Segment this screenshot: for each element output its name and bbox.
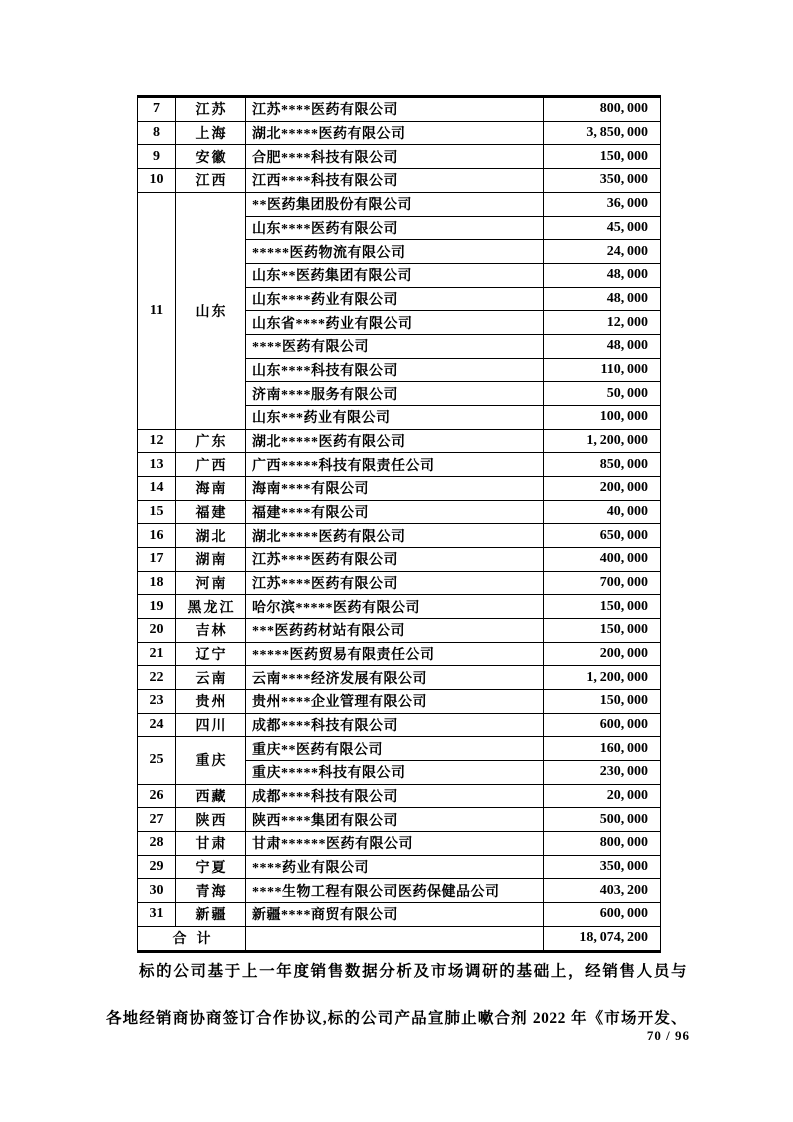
company-cell: 新疆****商贸有限公司 bbox=[246, 902, 544, 926]
amount-cell: 200, 000 bbox=[544, 642, 661, 666]
table-row bbox=[138, 808, 661, 832]
row-number-cell: 11 bbox=[138, 192, 176, 429]
page-number: 70 / 96 bbox=[646, 1028, 690, 1043]
amount-cell: 48, 000 bbox=[544, 263, 661, 287]
amount-cell: 350, 000 bbox=[544, 855, 661, 879]
company-cell: 山东****药业有限公司 bbox=[246, 287, 544, 311]
amount-cell: 48, 000 bbox=[544, 287, 661, 311]
company-cell: 湖北*****医药有限公司 bbox=[246, 429, 544, 453]
row-number-cell: 14 bbox=[138, 476, 176, 500]
table-row bbox=[138, 453, 661, 477]
table-row bbox=[138, 192, 661, 216]
province-cell: 广西 bbox=[176, 453, 246, 477]
total-amount-cell: 18, 074, 200 bbox=[544, 926, 661, 951]
province-cell: 青海 bbox=[176, 879, 246, 903]
amount-cell: 150, 000 bbox=[544, 618, 661, 642]
amount-cell: 12, 000 bbox=[544, 311, 661, 335]
company-cell: 江西****科技有限公司 bbox=[246, 169, 544, 193]
amount-cell: 48, 000 bbox=[544, 334, 661, 358]
row-number-cell: 23 bbox=[138, 689, 176, 713]
province-cell: 福建 bbox=[176, 500, 246, 524]
amount-cell: 850, 000 bbox=[544, 453, 661, 477]
province-cell: 河南 bbox=[176, 571, 246, 595]
row-number-cell: 28 bbox=[138, 831, 176, 855]
company-cell: ****生物工程有限公司医药保健品公司 bbox=[246, 879, 544, 903]
table-row bbox=[138, 429, 661, 453]
company-cell: 济南****服务有限公司 bbox=[246, 382, 544, 406]
province-cell: 辽宁 bbox=[176, 642, 246, 666]
company-cell: 江苏****医药有限公司 bbox=[246, 97, 544, 122]
amount-cell: 3, 850, 000 bbox=[544, 121, 661, 145]
company-cell: 山东****科技有限公司 bbox=[246, 358, 544, 382]
table-row bbox=[138, 145, 661, 169]
company-cell: 湖北*****医药有限公司 bbox=[246, 524, 544, 548]
paragraph-line: 标的公司基于上一年度销售数据分析及市场调研的基础上，经销售人员与 bbox=[139, 963, 687, 980]
row-number-cell: 27 bbox=[138, 808, 176, 832]
row-number-cell: 17 bbox=[138, 547, 176, 571]
company-cell: ***医药药材站有限公司 bbox=[246, 618, 544, 642]
row-number-cell: 30 bbox=[138, 879, 176, 903]
row-number-cell: 21 bbox=[138, 642, 176, 666]
province-cell: 四川 bbox=[176, 713, 246, 737]
table-row bbox=[138, 547, 661, 571]
company-cell: ****医药有限公司 bbox=[246, 334, 544, 358]
table-row bbox=[138, 121, 661, 145]
allocation-table-body bbox=[138, 97, 661, 952]
row-number-cell: 20 bbox=[138, 618, 176, 642]
province-cell: 新疆 bbox=[176, 902, 246, 926]
amount-cell: 400, 000 bbox=[544, 547, 661, 571]
province-cell: 吉林 bbox=[176, 618, 246, 642]
row-number-cell: 8 bbox=[138, 121, 176, 145]
company-cell: **医药集团股份有限公司 bbox=[246, 192, 544, 216]
province-cell: 广东 bbox=[176, 429, 246, 453]
company-cell: ****药业有限公司 bbox=[246, 855, 544, 879]
table-row bbox=[138, 595, 661, 619]
company-cell: 江苏****医药有限公司 bbox=[246, 571, 544, 595]
province-cell: 江苏 bbox=[176, 97, 246, 122]
row-number-cell: 7 bbox=[138, 97, 176, 122]
province-cell: 贵州 bbox=[176, 689, 246, 713]
table-row bbox=[138, 500, 661, 524]
body-paragraph bbox=[106, 948, 687, 1042]
company-cell: 贵州****企业管理有限公司 bbox=[246, 689, 544, 713]
row-number-cell: 12 bbox=[138, 429, 176, 453]
amount-cell: 150, 000 bbox=[544, 145, 661, 169]
row-number-cell: 10 bbox=[138, 169, 176, 193]
table-row bbox=[138, 476, 661, 500]
table-row bbox=[138, 97, 661, 122]
amount-cell: 45, 000 bbox=[544, 216, 661, 240]
table-row bbox=[138, 713, 661, 737]
company-cell: 江苏****医药有限公司 bbox=[246, 547, 544, 571]
table-row bbox=[138, 737, 661, 761]
province-cell: 湖北 bbox=[176, 524, 246, 548]
company-cell: 湖北*****医药有限公司 bbox=[246, 121, 544, 145]
row-number-cell: 16 bbox=[138, 524, 176, 548]
table-row bbox=[138, 571, 661, 595]
company-cell: 哈尔滨*****医药有限公司 bbox=[246, 595, 544, 619]
total-label-cell: 合计 bbox=[138, 926, 246, 951]
paragraph-line: 各地经销商协商签订合作协议,标的公司产品宣肺止嗽合剂 2022 年《市场开发、 bbox=[106, 1010, 687, 1027]
province-cell: 上海 bbox=[176, 121, 246, 145]
row-number-cell: 13 bbox=[138, 453, 176, 477]
table-row bbox=[138, 618, 661, 642]
amount-cell: 500, 000 bbox=[544, 808, 661, 832]
company-cell: 甘肃******医药有限公司 bbox=[246, 831, 544, 855]
amount-cell: 100, 000 bbox=[544, 405, 661, 429]
province-cell: 海南 bbox=[176, 476, 246, 500]
province-cell: 云南 bbox=[176, 666, 246, 690]
province-cell: 安徽 bbox=[176, 145, 246, 169]
amount-cell: 403, 200 bbox=[544, 879, 661, 903]
allocation-table bbox=[137, 95, 661, 953]
amount-cell: 800, 000 bbox=[544, 831, 661, 855]
province-cell: 江西 bbox=[176, 169, 246, 193]
row-number-cell: 26 bbox=[138, 784, 176, 808]
row-number-cell: 9 bbox=[138, 145, 176, 169]
company-cell: 福建****有限公司 bbox=[246, 500, 544, 524]
amount-cell: 24, 000 bbox=[544, 240, 661, 264]
amount-cell: 40, 000 bbox=[544, 500, 661, 524]
row-number-cell: 18 bbox=[138, 571, 176, 595]
row-number-cell: 15 bbox=[138, 500, 176, 524]
province-cell: 重庆 bbox=[176, 737, 246, 784]
company-cell: 山东***药业有限公司 bbox=[246, 405, 544, 429]
row-number-cell: 25 bbox=[138, 737, 176, 784]
amount-cell: 800, 000 bbox=[544, 97, 661, 122]
row-number-cell: 29 bbox=[138, 855, 176, 879]
province-cell: 西藏 bbox=[176, 784, 246, 808]
province-cell: 甘肃 bbox=[176, 831, 246, 855]
row-number-cell: 19 bbox=[138, 595, 176, 619]
amount-cell: 700, 000 bbox=[544, 571, 661, 595]
company-cell: 云南****经济发展有限公司 bbox=[246, 666, 544, 690]
row-number-cell: 24 bbox=[138, 713, 176, 737]
province-cell: 黑龙江 bbox=[176, 595, 246, 619]
company-cell: 海南****有限公司 bbox=[246, 476, 544, 500]
amount-cell: 110, 000 bbox=[544, 358, 661, 382]
row-number-cell: 31 bbox=[138, 902, 176, 926]
row-number-cell: 22 bbox=[138, 666, 176, 690]
table-row bbox=[138, 879, 661, 903]
company-cell: 陕西****集团有限公司 bbox=[246, 808, 544, 832]
company-cell: *****医药贸易有限责任公司 bbox=[246, 642, 544, 666]
company-cell: *****医药物流有限公司 bbox=[246, 240, 544, 264]
amount-cell: 230, 000 bbox=[544, 760, 661, 784]
company-cell: 山东**医药集团有限公司 bbox=[246, 263, 544, 287]
amount-cell: 200, 000 bbox=[544, 476, 661, 500]
company-cell: 广西*****科技有限责任公司 bbox=[246, 453, 544, 477]
table-row bbox=[138, 524, 661, 548]
table-row bbox=[138, 855, 661, 879]
province-cell: 湖南 bbox=[176, 547, 246, 571]
province-cell: 陕西 bbox=[176, 808, 246, 832]
amount-cell: 1, 200, 000 bbox=[544, 429, 661, 453]
amount-cell: 20, 000 bbox=[544, 784, 661, 808]
province-cell: 山东 bbox=[176, 192, 246, 429]
table-row bbox=[138, 784, 661, 808]
amount-cell: 150, 000 bbox=[544, 595, 661, 619]
amount-cell: 36, 000 bbox=[544, 192, 661, 216]
company-cell: 山东省****药业有限公司 bbox=[246, 311, 544, 335]
amount-cell: 150, 000 bbox=[544, 689, 661, 713]
amount-cell: 600, 000 bbox=[544, 902, 661, 926]
company-cell: 重庆*****科技有限公司 bbox=[246, 760, 544, 784]
table-row bbox=[138, 689, 661, 713]
amount-cell: 650, 000 bbox=[544, 524, 661, 548]
table-row bbox=[138, 902, 661, 926]
company-cell: 成都****科技有限公司 bbox=[246, 713, 544, 737]
company-cell: 重庆**医药有限公司 bbox=[246, 737, 544, 761]
company-cell: 合肥****科技有限公司 bbox=[246, 145, 544, 169]
company-cell: 成都****科技有限公司 bbox=[246, 784, 544, 808]
company-cell: 山东****医药有限公司 bbox=[246, 216, 544, 240]
table-row bbox=[138, 169, 661, 193]
table-row bbox=[138, 831, 661, 855]
province-cell: 宁夏 bbox=[176, 855, 246, 879]
amount-cell: 160, 000 bbox=[544, 737, 661, 761]
amount-cell: 350, 000 bbox=[544, 169, 661, 193]
table-row bbox=[138, 666, 661, 690]
amount-cell: 1, 200, 000 bbox=[544, 666, 661, 690]
amount-cell: 600, 000 bbox=[544, 713, 661, 737]
table-row bbox=[138, 642, 661, 666]
amount-cell: 50, 000 bbox=[544, 382, 661, 406]
